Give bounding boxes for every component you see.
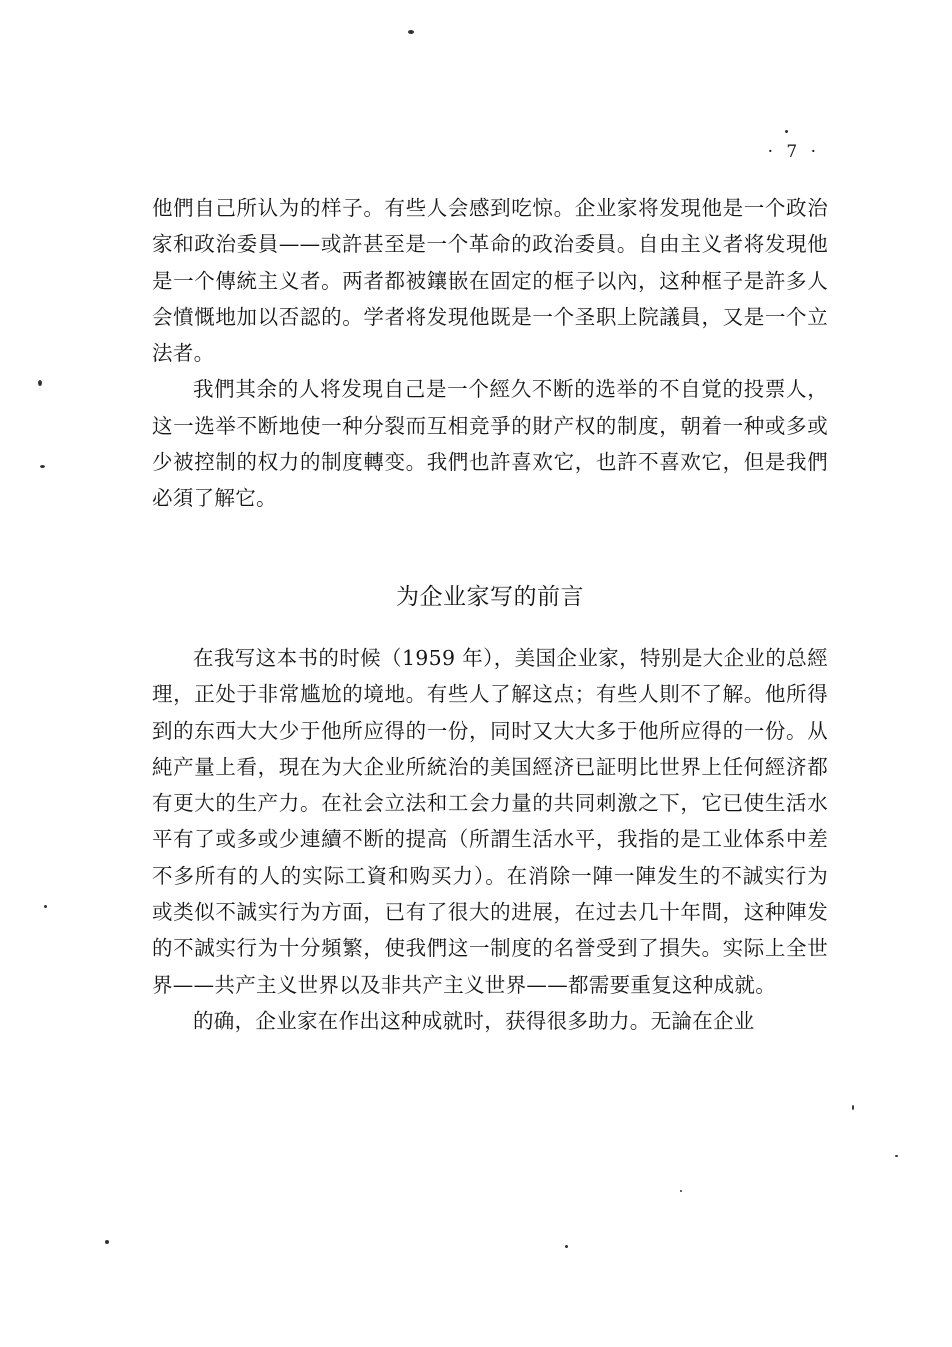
scan-speck	[44, 905, 47, 908]
scan-speck	[40, 465, 45, 468]
scan-speck	[565, 1245, 568, 1248]
paragraph: 在我写这本书的时候（1959 年），美国企业家，特别是大企业的总經理，正处于非常尴尬的境地。有些人了解这点；有些人則不了解。他所得到的东西大大少于他所应得的一份，同时又大大多于他所应得的一份。从純产量上看，現在为大企业所統治的美国經济已証明比世界上任何經济都有更大的生产力。在社会立法和工会力量的共同刺激之下，它已使生活水平有了或多或少連續不断的提高（所謂生活水平，我指的是工业体系中差不多所有的人的实际工資和购买力）。在消除一陣一陣发生的不誠实行为或类似不誠实行为方面，已有了很大的进展，在过去几十年間，这种陣发的不誠实行为十分頻繁，使我們这一制度的名誉受到了損失。实际上全世界——共产主义世界以及非共产主义世界——都需要重复这种成就。	[152, 646, 828, 997]
text-block-top	[152, 190, 828, 517]
text-block-bottom	[152, 640, 828, 1039]
scan-speck	[408, 30, 414, 34]
paragraph: 我們其余的人将发現自己是一个經久不断的选举的不自覚的投票人，这一选举不断地使一种分裂而互相竞爭的財产权的制度，朝着一种或多或少被控制的权力的制度轉变。我們也許喜欢它，也許不喜欢它，但是我們必須了解它。	[152, 377, 828, 511]
paragraph: 他們自己所认为的样子。有些人会感到吃惊。企业家将发現他是一个政治家和政治委員——或許甚至是一个革命的政治委員。自由主义者将发現他是一个傳統主义者。两者都被鑲嵌在固定的框子以內，这种框子是許多人会憤慨地加以否認的。学者将发現他既是一个圣职上院議員，又是一个立法者。	[152, 196, 828, 366]
scan-speck	[895, 1155, 898, 1157]
scan-speck	[38, 380, 42, 386]
scan-speck	[105, 1240, 109, 1244]
scan-speck	[680, 1190, 682, 1192]
page-number: · 7 ·	[767, 142, 820, 162]
scan-speck	[852, 1105, 854, 1110]
section-heading: 为企业家写的前言	[396, 584, 584, 610]
scan-speck	[785, 130, 788, 133]
paragraph: 的确，企业家在作出这种成就时，获得很多助力。无論在企业	[193, 1008, 755, 1033]
